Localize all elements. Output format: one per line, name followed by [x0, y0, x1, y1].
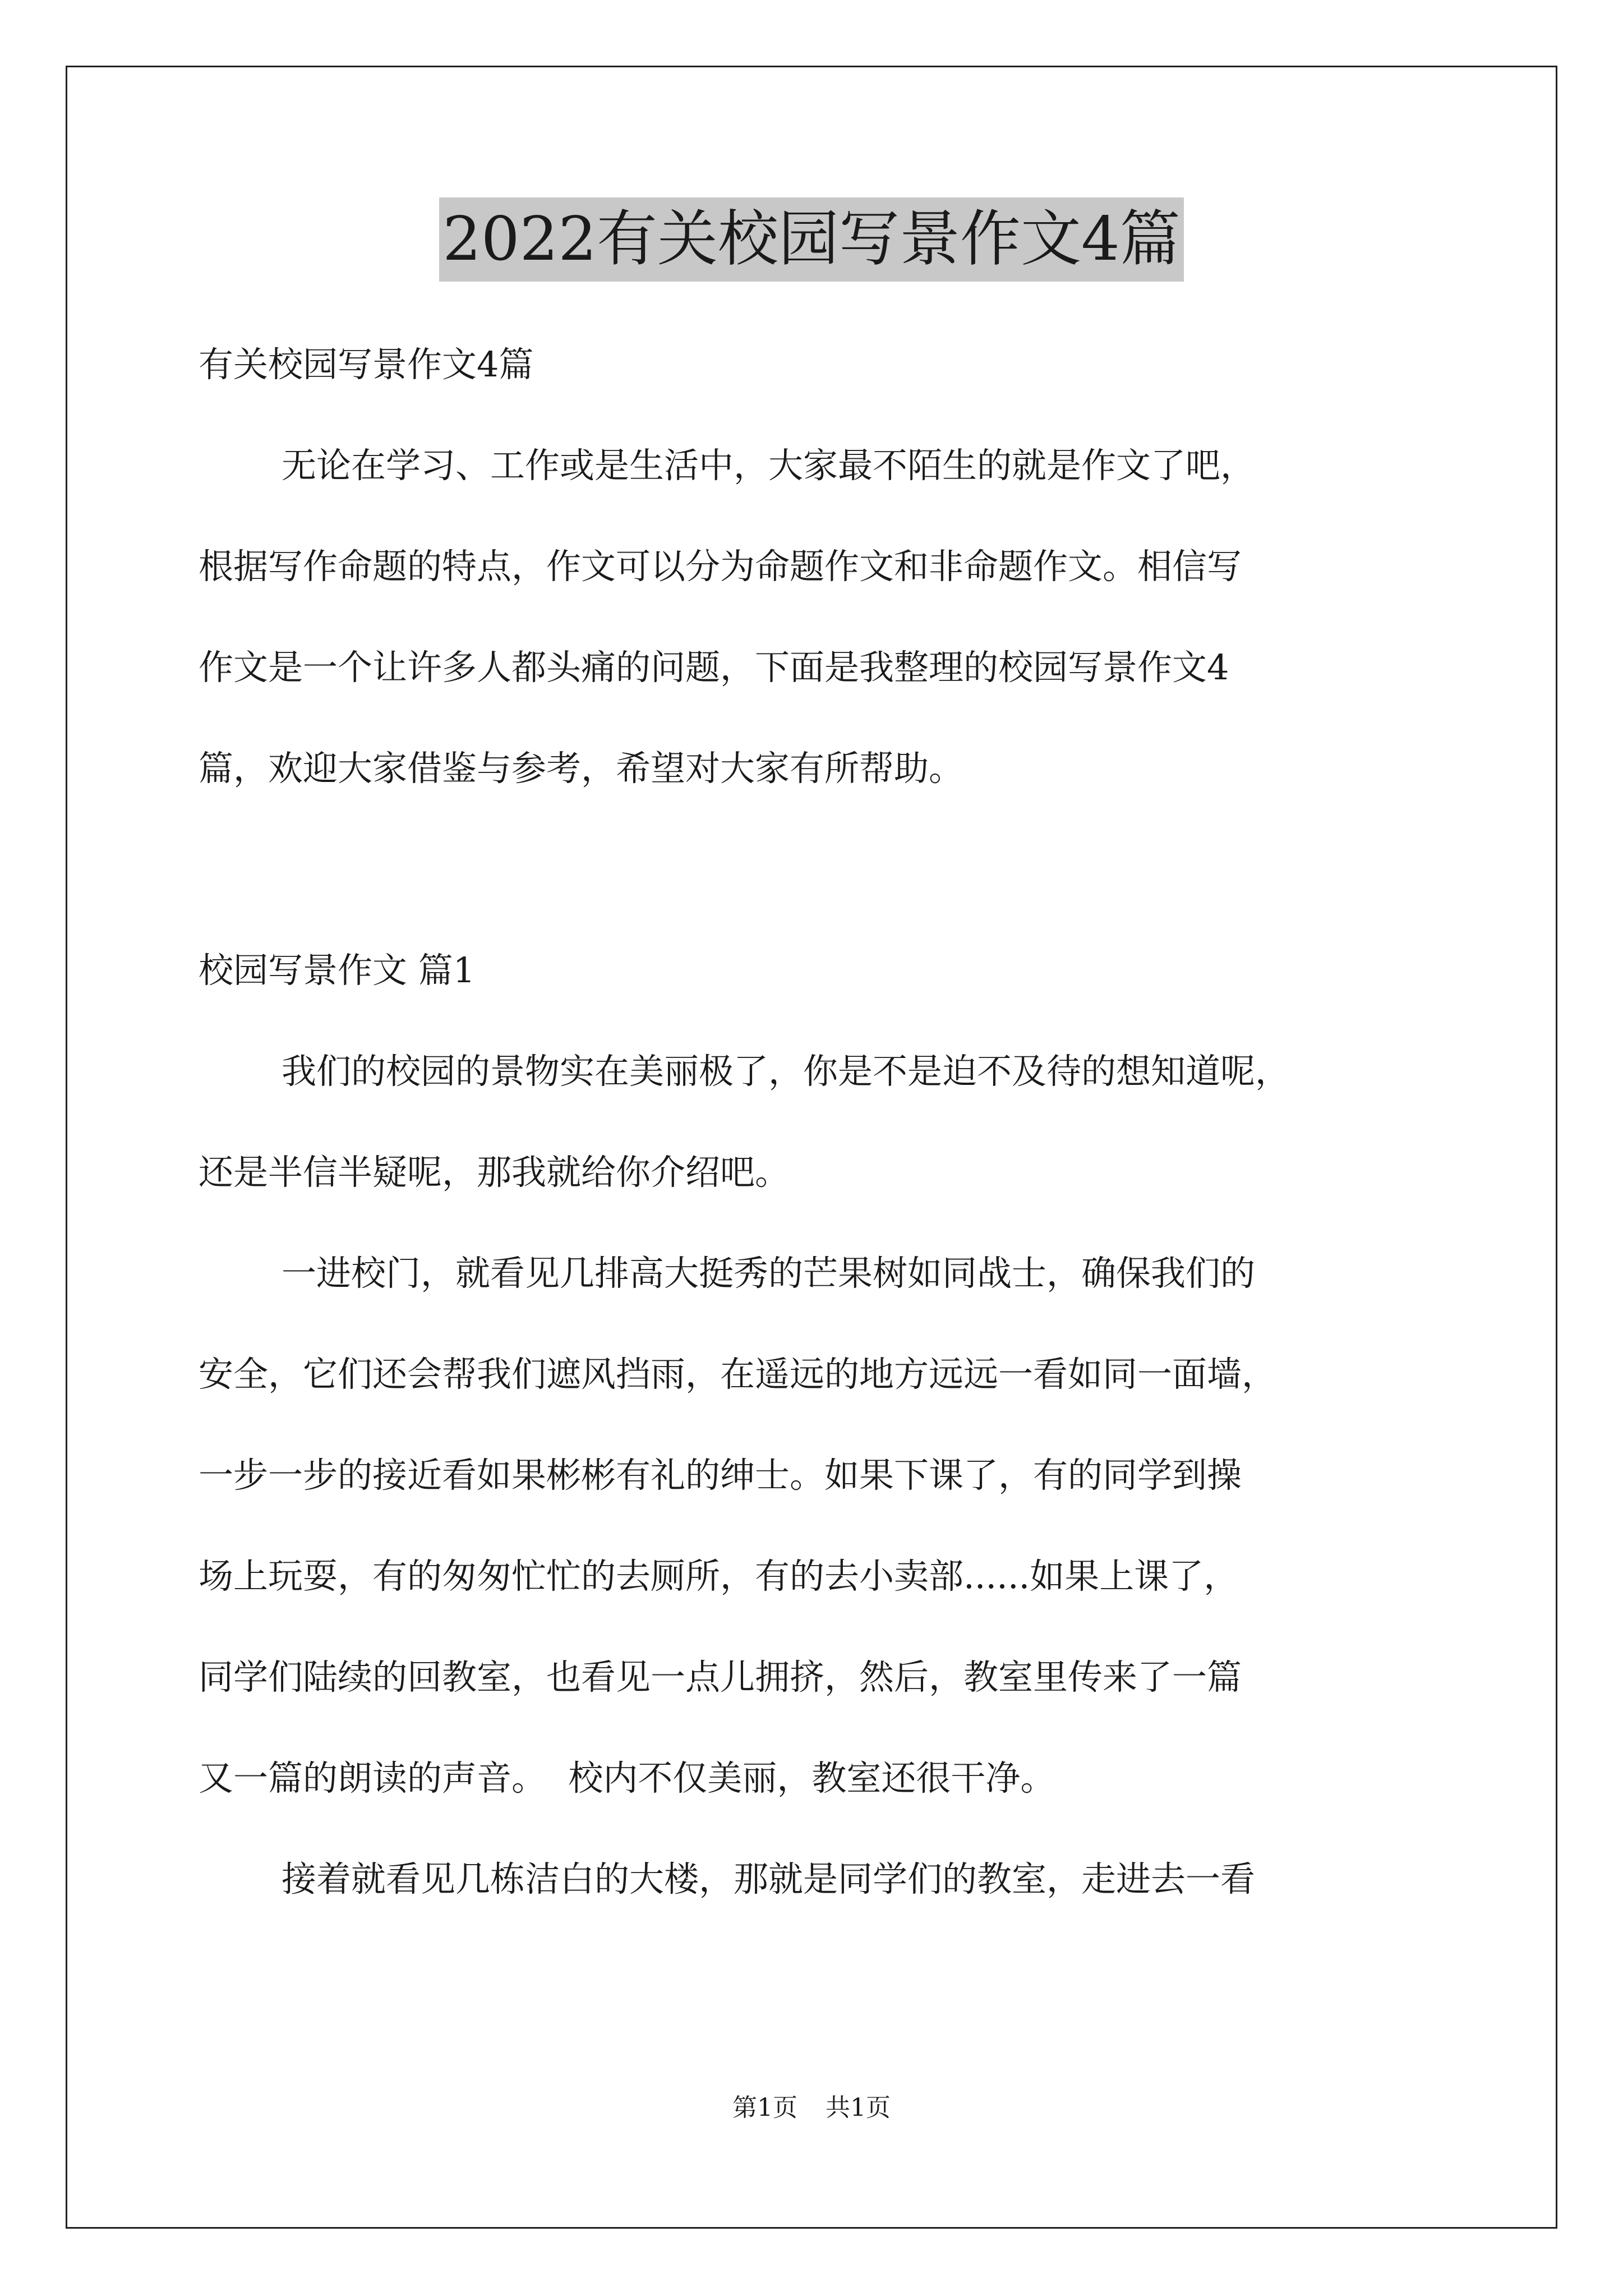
- section-line: 一进校门，就看见几排高大挺秀的芒果树如同战士，确保我们的: [282, 1253, 1256, 1294]
- section-line: 接着就看见几栋洁白的大楼，那就是同学们的教室，走进去一看: [282, 1858, 1256, 1899]
- section-line: 还是半信半疑呢，那我就给你介绍吧。: [199, 1152, 790, 1193]
- intro-line: 无论在学习、工作或是生活中，大家最不陌生的就是作文了吧，: [282, 445, 1256, 486]
- page-total: 共1页: [826, 2093, 891, 2122]
- page-footer: [0, 2091, 1623, 2125]
- page-number: 第1页: [732, 2093, 797, 2122]
- section-line: 场上玩耍，有的匆匆忙忙的去厕所，有的去小卖部......如果上课了，: [199, 1556, 1239, 1596]
- document-subtitle: 有关校园写景作文4篇: [199, 344, 534, 385]
- section-heading: 校园写景作文 篇1: [199, 950, 476, 991]
- paragraph-gap: [199, 819, 1455, 920]
- intro-line: 作文是一个让许多人都头痛的问题，下面是我整理的校园写景作文4: [199, 647, 1229, 688]
- document-body: [199, 314, 1455, 1930]
- title-container: [0, 197, 1623, 282]
- section-line: 又一篇的朗读的声音。 校内不仅美丽，教室还很干净。: [199, 1757, 1055, 1798]
- section-line: 我们的校园的景物实在美丽极了，你是不是迫不及待的想知道呢，: [282, 1051, 1290, 1092]
- intro-line: 篇，欢迎大家借鉴与参考，希望对大家有所帮助。: [199, 748, 964, 789]
- document-title: 2022有关校园写景作文4篇: [439, 197, 1184, 282]
- intro-line: 根据写作命题的特点，作文可以分为命题作文和非命题作文。相信写: [199, 546, 1242, 587]
- section-line: 一步一步的接近看如果彬彬有礼的绅士。如果下课了，有的同学到操: [199, 1455, 1242, 1496]
- section-line: 同学们陆续的回教室，也看见一点儿拥挤，然后，教室里传来了一篇: [199, 1657, 1242, 1697]
- section-line: 安全，它们还会帮我们遮风挡雨，在遥远的地方远远一看如同一面墙，: [199, 1354, 1277, 1395]
